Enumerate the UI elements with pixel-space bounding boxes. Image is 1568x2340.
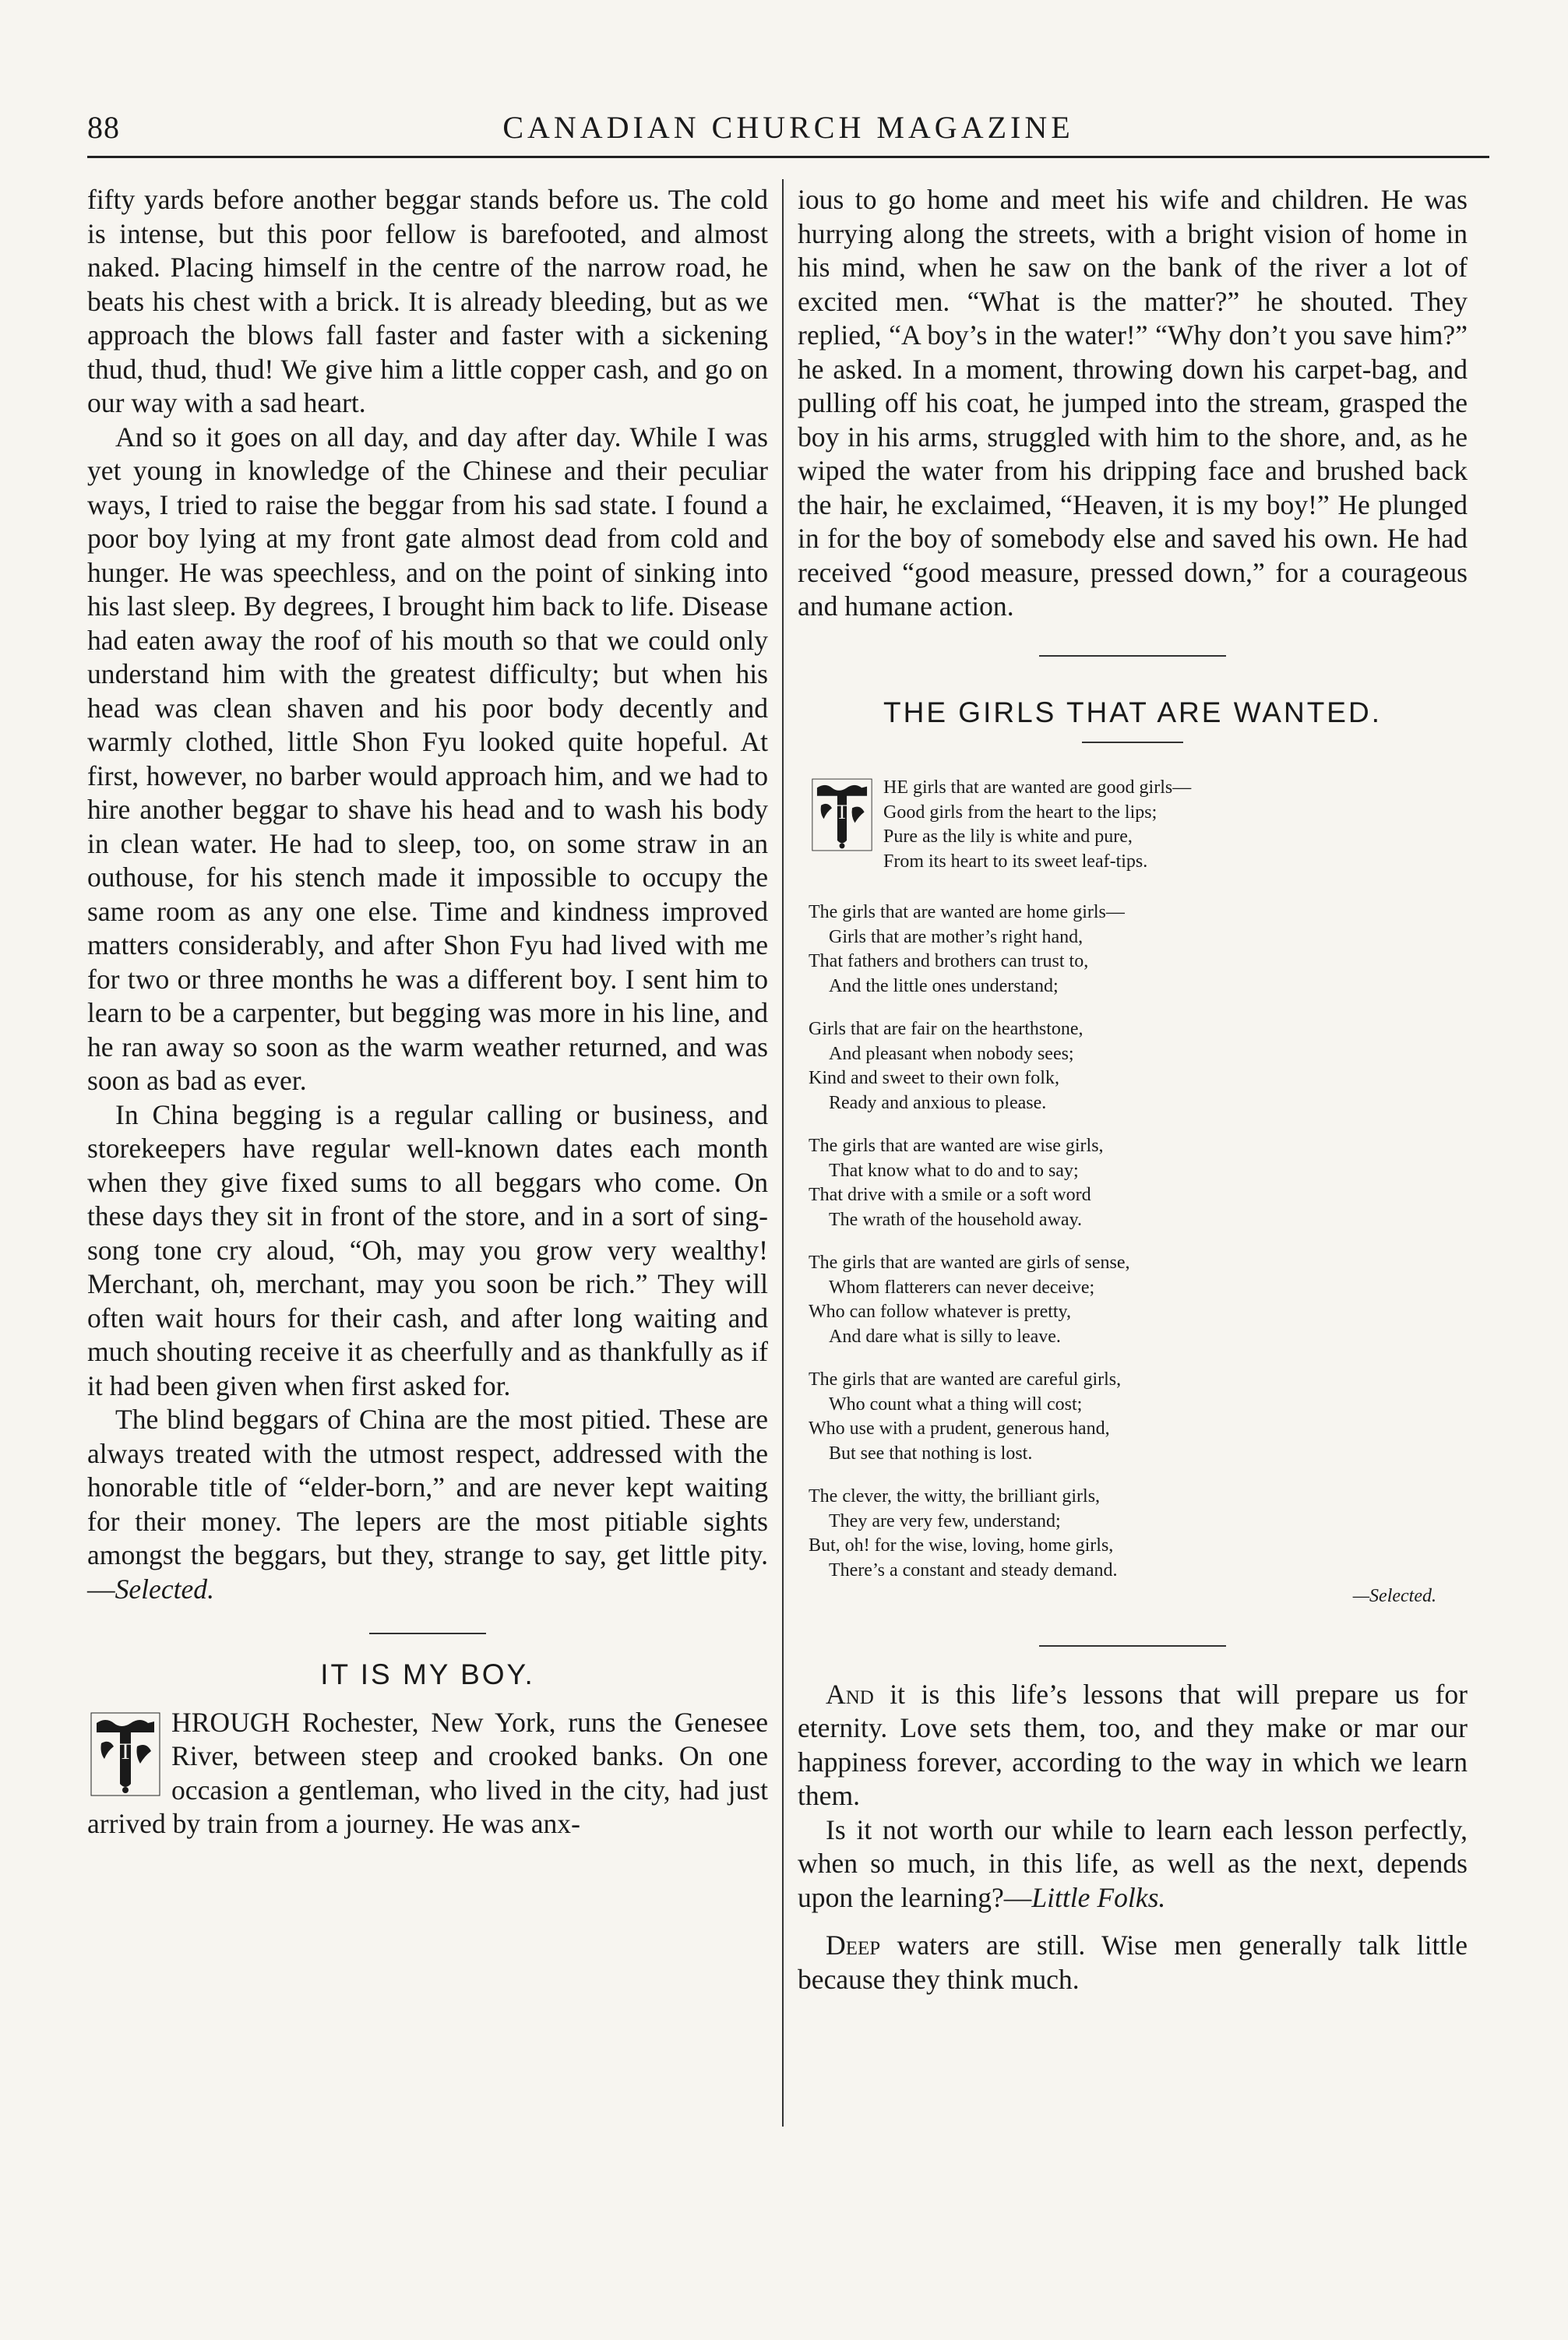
dropcap-t-ornament-icon: [90, 1712, 160, 1796]
poem-line: From its heart to its sweet leaf-tips.: [883, 851, 1148, 872]
poem-line: That drive with a smile or a soft word: [809, 1185, 1091, 1205]
poem-line: Ready and anxious to please.: [829, 1092, 1047, 1113]
deep-lead: Deep: [826, 1929, 881, 1961]
right-column: [798, 183, 1468, 1996]
poem-line: The girls that are wanted are girls of sense,: [809, 1253, 1130, 1273]
poem-line: Girls that are fair on the hearthstone,: [809, 1019, 1084, 1039]
poem-stanza-6: [809, 1368, 1468, 1466]
left-column: [87, 183, 768, 1841]
beggar-paragraph-1: fifty yards before another beggar stands before us. The cold is intense, but this poor fellow is barefooted, and almost naked. Placing himself in the centre of the narrow road, he beats his chest with a brick. It is already bleeding, but as we approach the blows fall faster and faster with a sickening thud, thud, thud! We give him a little copper cash, and go on our way with a sad heart.: [87, 184, 768, 418]
section-rule: [369, 1633, 486, 1634]
poem-line: The girls that are wanted are careful girls,: [809, 1369, 1122, 1390]
poem-line: Who use with a prudent, generous hand,: [809, 1418, 1110, 1439]
poem-line: That fathers and brothers can trust to,: [809, 951, 1089, 971]
beggar-paragraph-3: In China begging is a regular calling or business, and storekeepers have regular well-known dates each month when they give fixed sums to all beggars who come. On these days they sit in front of the store, and in a sort of sing-song tone cry aloud, “Oh, may you grow very wealthy! Merchant, oh, merchant, may you soon be rich.” They will often wait hours for their cash, and after long waiting and much shouting receive it as cheerfully and as thankfully as if it had been given when first asked for.: [87, 1098, 768, 1401]
poem-line: HE girls that are wanted are good girls—: [883, 777, 1192, 798]
poem-line: And the little ones understand;: [829, 975, 1059, 996]
poem-stanza-2: [809, 893, 1468, 999]
poem-line: The girls that are wanted are wise girls,: [809, 1136, 1104, 1156]
poem-line: The wrath of the household away.: [829, 1209, 1083, 1230]
lessons-paragraph: [798, 1678, 1468, 1813]
poem-line: They are very few, understand;: [829, 1510, 1061, 1531]
poem-line: But, oh! for the wise, loving, home girls,: [809, 1535, 1114, 1556]
deep-text: waters are still. Wise men generally talk little because they think much.: [798, 1929, 1468, 1995]
section-rule: [1082, 742, 1183, 743]
poem-line: The clever, the witty, the brilliant girls,: [809, 1486, 1101, 1507]
poem-stanza-1: [809, 776, 1468, 874]
selected-signature: Selected.: [115, 1573, 214, 1605]
beggar-paragraph-2: And so it goes on all day, and day after day. While I was yet young in knowledge of the Chinese and their peculiar ways, I tried to raise the beggar from his sad state. I found a poor boy lying at my front gate almost dead from cold and hunger. He was speechless, and on the point of sinking into his last sleep. By degrees, I brought him back to life. Disease had eaten away the roof of his mouth so that we could only understand him with the greatest difficulty; but when his head was clean shaven and his poor body decently and warmly clothed, little Shon Fyu looked quite hopeful. At first, however, no barber would approach him, and we had to hire another beggar to shave his head and to wash his body in clean water. He had to sleep, too, on some straw in an outhouse, for his stench made it impossible to occupy the same room as any one else. Time and kindness improved matters considerably, and after Shon Fyu had lived with me for two or three months he was a different boy. I sent him to learn to be a carpenter, but begging was more in his line, and he ran away so soon as the warm weather returned, and was soon as bad as ever.: [87, 421, 768, 1096]
dropcap-letter: T: [118, 1738, 133, 1764]
column-divider: [782, 179, 784, 2127]
lessons-lead: And: [826, 1678, 874, 1710]
poem-line: And dare what is silly to leave.: [829, 1326, 1061, 1347]
girls-wanted-poem: [809, 770, 1468, 1609]
section-rule: [1039, 1645, 1226, 1647]
magazine-title: CANADIAN CHURCH MAGAZINE: [502, 110, 1074, 145]
poem-line: Whom flatterers can never deceive;: [829, 1277, 1095, 1298]
poem-line: Pure as the lily is white and pure,: [883, 826, 1133, 847]
header-rule: [87, 156, 1489, 158]
dropcap-t-ornament-icon: [812, 776, 872, 854]
beggar-paragraph-4-text: The blind beggars of China are the most pitied. These are always treated with the utmost respect, addressed with the honorable title of “elder-born,” and are never kept waiting for their money. The lepers are the most pitiable sights amongst the beggars, but they, strange to say, get little pity.—: [87, 1404, 768, 1605]
poem-stanza-3: [809, 1017, 1468, 1115]
worth-source: Little Folks.: [1031, 1881, 1166, 1913]
page-number: 88: [87, 110, 120, 145]
deep-waters-paragraph: [798, 1929, 1468, 1996]
poem-stanza-4: [809, 1134, 1468, 1232]
lessons-text: it is this life’s lessons that will prepare us for eternity. Love sets them, too, and they make or mar our happiness forever, according to the way in which we learn them.: [798, 1678, 1468, 1811]
beggar-paragraph-4: [87, 1403, 768, 1606]
poem-line: But see that nothing is lost.: [829, 1443, 1033, 1464]
boy-story-start: [87, 1706, 768, 1841]
worth-paragraph: [798, 1813, 1468, 1915]
poem-stanza-7: [809, 1485, 1468, 1583]
worth-text: Is it not worth our while to learn each lesson perfectly, when so much, in this life, as well as the next, depends upon the learning?—: [798, 1813, 1468, 1913]
poem-line: That know what to do and to say;: [829, 1160, 1079, 1181]
section-rule: [1039, 655, 1226, 657]
dropcap-letter: T: [836, 801, 848, 824]
poem-line: Who count what a thing will cost;: [829, 1394, 1083, 1415]
boy-story-text: HROUGH Rochester, New York, runs the Genesee River, between steep and crooked banks. On one occasion a gentleman, who lived in the city, had just arrived by train from a journey. He was anx-: [87, 1706, 768, 1839]
poem-signature: —Selected.: [1352, 1586, 1436, 1606]
poem-line: Good girls from the heart to the lips;: [883, 802, 1158, 823]
girls-wanted-heading: THE GIRLS THAT ARE WANTED.: [883, 696, 1382, 728]
boy-story-continued: ious to go home and meet his wife and children. He was hurrying along the streets, with a bright vision of home in his mind, when he saw on the bank of the river a lot of excited men. “What is the matter?” he shouted. They replied, “A boy’s in the water!” “Why don’t you save him?” he asked. In a moment, throwing down his carpet-bag, and pulling off his coat, he jumped into the stream, grasped the boy in his arms, struggled with him to the shore, and, as he wiped the water from his dripping face and brushed back the hair, he exclaimed, “Heaven, it is my boy!” He plunged in for the boy of somebody else and saved his own. He had received “good measure, pressed down,” for a courageous and humane action.: [798, 184, 1468, 622]
poem-line: Girls that are mother’s right hand,: [829, 926, 1084, 947]
poem-line: And pleasant when nobody sees;: [829, 1043, 1074, 1064]
poem-line: Who can follow whatever is pretty,: [809, 1302, 1071, 1322]
poem-line: There’s a constant and steady demand.: [829, 1559, 1118, 1581]
poem-line: The girls that are wanted are home girls—: [809, 902, 1125, 922]
poem-line: Kind and sweet to their own folk,: [809, 1068, 1059, 1088]
it-is-my-boy-heading: IT IS MY BOY.: [320, 1658, 535, 1690]
poem-stanza-5: [809, 1251, 1468, 1349]
